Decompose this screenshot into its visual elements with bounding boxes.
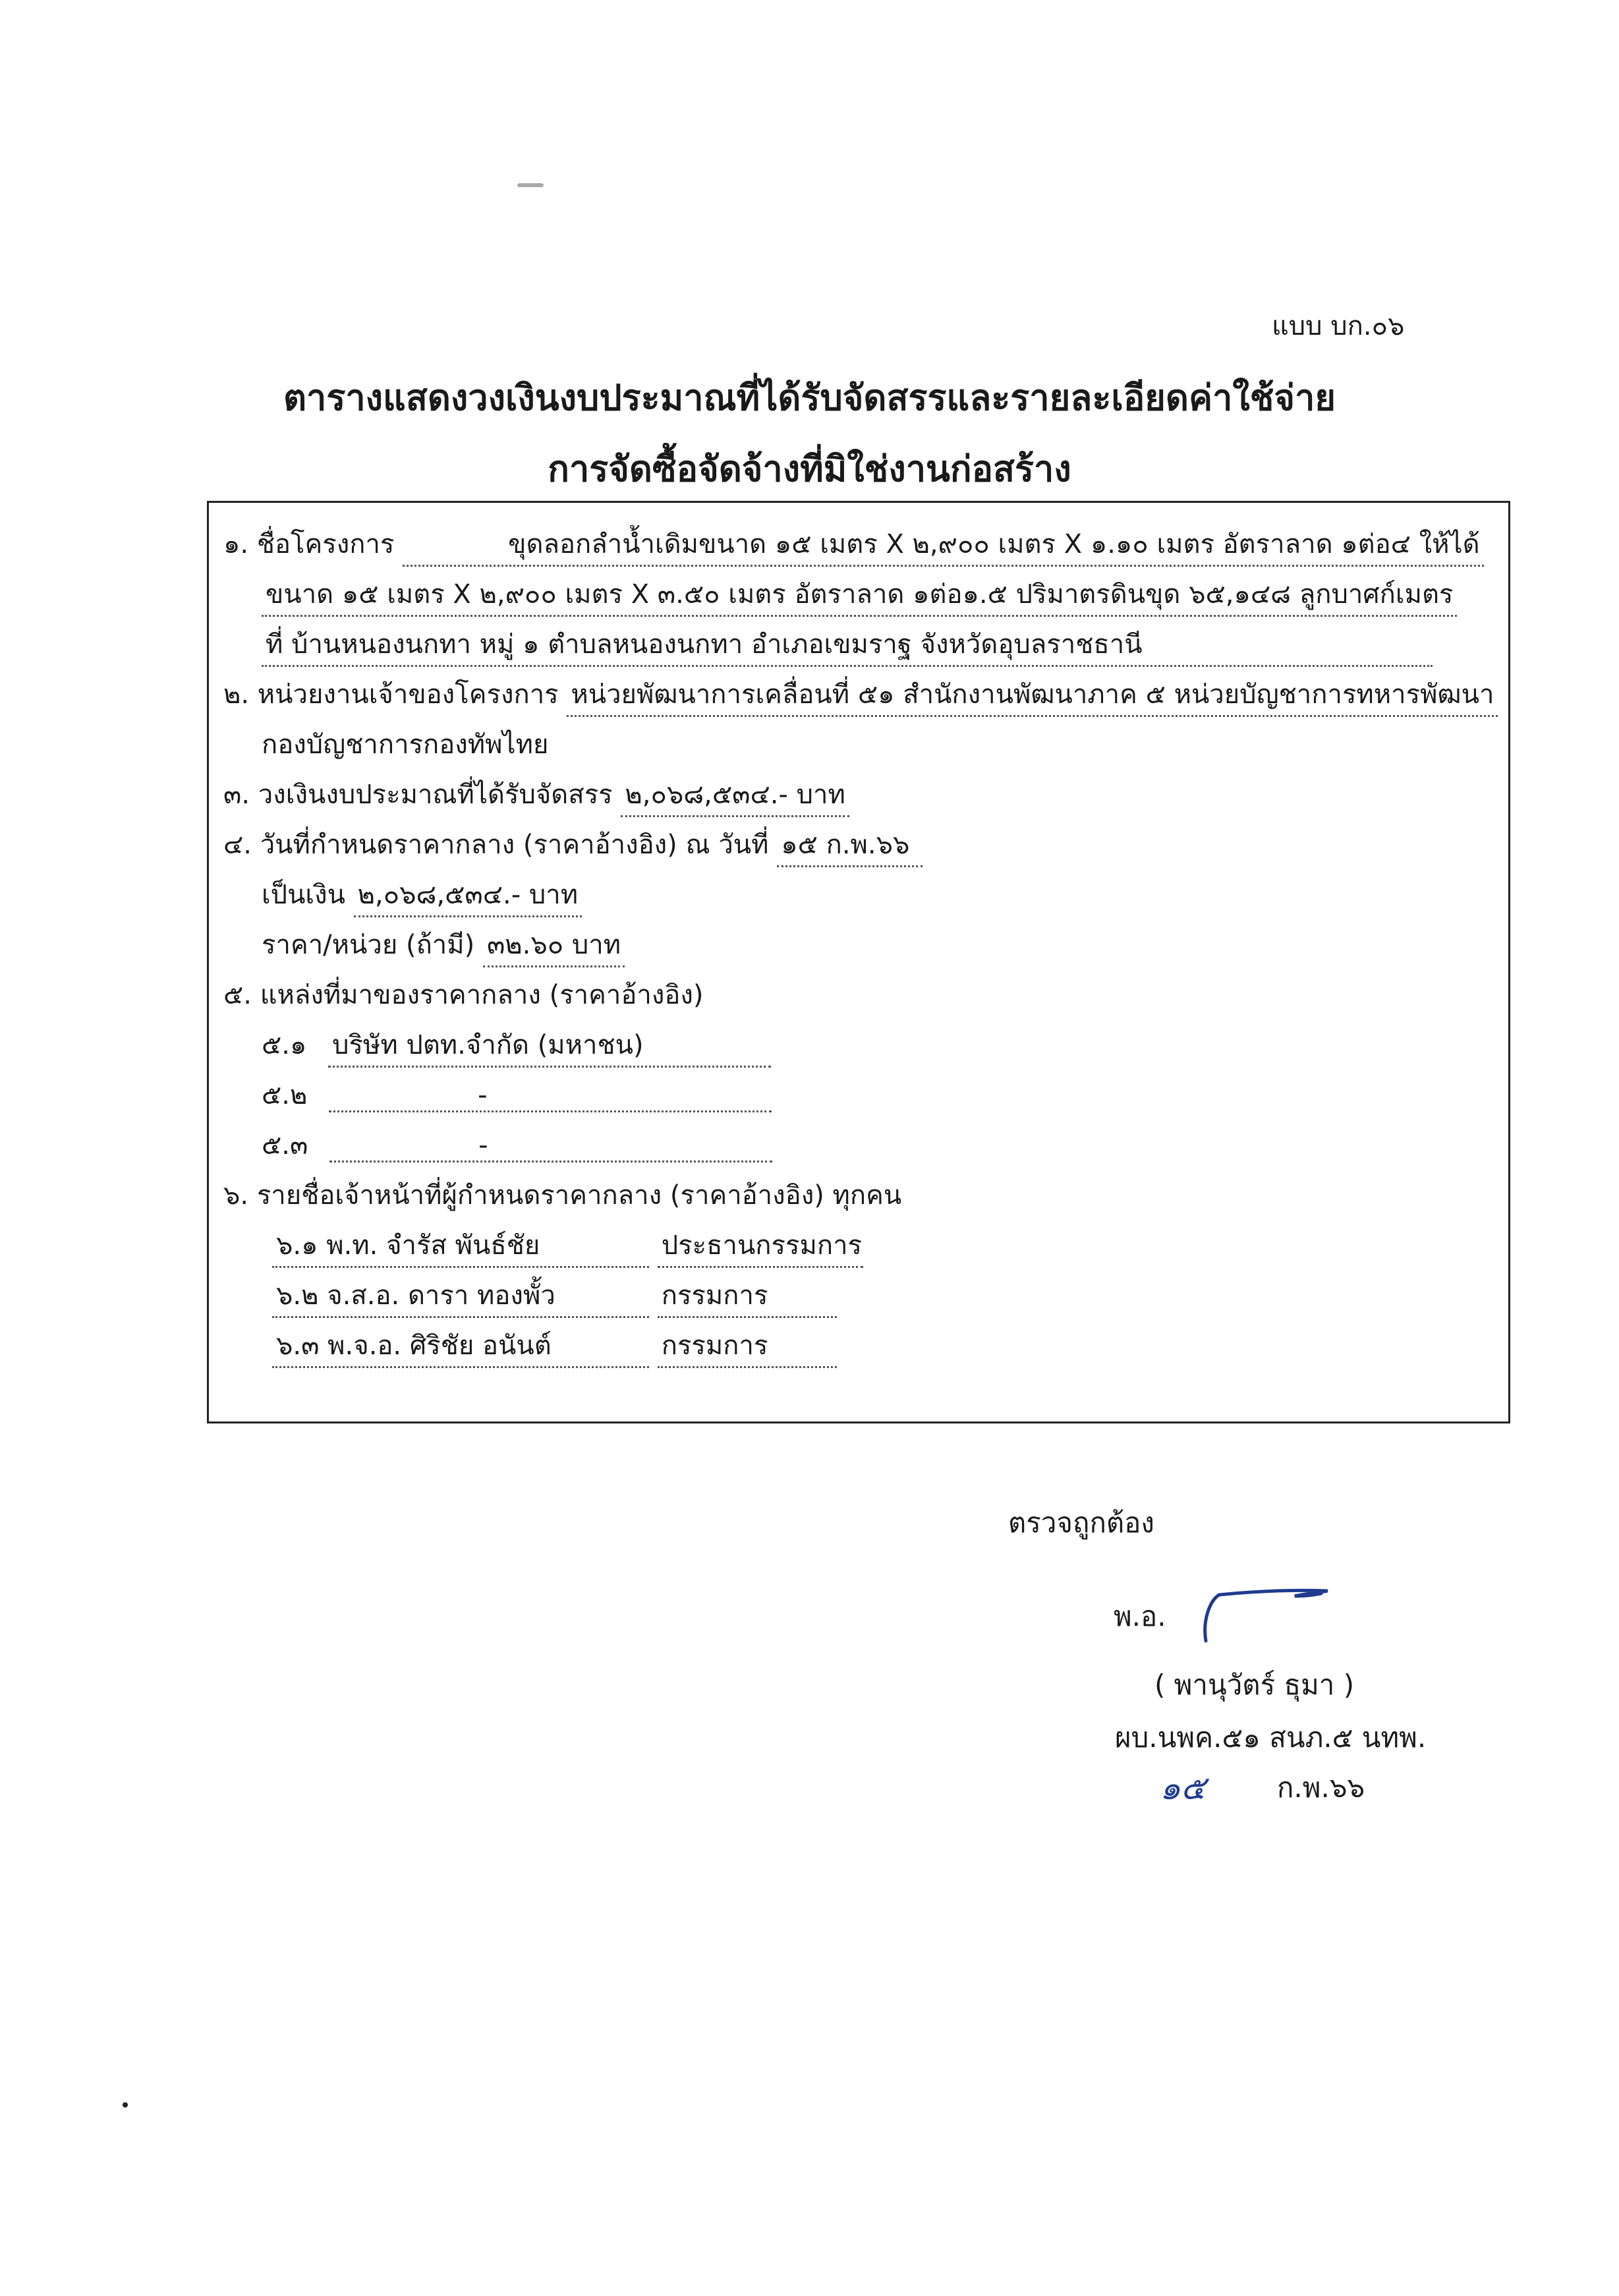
item4-unit-label: ราคา/หน่วย (ถ้ามี)	[262, 930, 475, 960]
item3-row	[223, 773, 849, 817]
sign-date-month: ก.พ.๖๖	[1277, 1771, 1365, 1804]
page-title: ตารางแสดงวงเงินงบประมาณที่ได้รับจัดสรรและรายละเอียดค่าใช้จ่าย	[283, 377, 1336, 418]
item1-line3: ที่ บ้านหนองนกทา หมู่ ๑ ตำบลหนองนกทา อำเภอเขมราฐ จังหวัดอุบลราชธานี	[262, 623, 1433, 667]
source-row	[262, 1074, 772, 1116]
item4-row	[223, 823, 923, 867]
scan-speck	[517, 183, 544, 187]
source-row	[262, 1124, 772, 1166]
item2-label: ๒. หน่วยงานเจ้าของโครงการ	[223, 679, 559, 710]
member-role: ประธานกรรมการ	[658, 1224, 863, 1268]
source-value: -	[329, 1130, 772, 1162]
form-code: แบบ บก.๐๖	[1272, 311, 1405, 341]
signer-rank: พ.อ.	[1114, 1600, 1166, 1632]
item2-row	[223, 673, 1498, 717]
item4-date: ๑๕ ก.พ.๖๖	[777, 823, 923, 867]
source-value: บริษัท ปตท.จำกัด (มหาชน)	[328, 1023, 771, 1068]
member-row	[272, 1274, 837, 1318]
source-no: ๕.๓	[262, 1130, 308, 1161]
scan-dot	[123, 2102, 128, 2108]
item5-label: ๕. แหล่งที่มาของราคากลาง (ราคาอ้างอิง)	[223, 980, 704, 1010]
page-subtitle: การจัดซื้อจัดจ้างที่มิใช่งานก่อสร้าง	[548, 448, 1071, 490]
sign-date-day: ๑๕	[1160, 1769, 1206, 1807]
item1-line2: ขนาด ๑๕ เมตร X ๒,๙๐๐ เมตร X ๓.๕๐ เมตร อัตราลาด ๑ต่อ๑.๕ ปริมาตรดินขุด ๖๕,๑๔๘ ลูกบาศก์เมตร	[262, 573, 1457, 617]
member-row	[272, 1224, 863, 1268]
item3-value: ๒,๐๖๘,๕๓๔.- บาท	[621, 773, 849, 817]
signer-name: ( พานุวัตร์ ธุมา )	[1154, 1669, 1355, 1701]
item2-line1: หน่วยพัฒนาการเคลื่อนที่ ๕๑ สำนักงานพัฒนาภาค ๕ หน่วยบัญชาการทหารพัฒนา	[567, 673, 1498, 717]
item4-unit-price: ๓๒.๖๐ บาท	[483, 923, 625, 967]
item2-line2: กองบัญชาการกองทัพไทย	[262, 730, 549, 760]
source-no: ๕.๑	[262, 1030, 307, 1060]
item1-label: ๑. ชื่อโครงการ	[223, 529, 395, 560]
source-no: ๕.๒	[262, 1080, 308, 1110]
member-name: ๖.๑ พ.ท. จำรัส พันธ์ชัย	[272, 1224, 649, 1268]
item4-amount: ๒,๐๖๘,๕๓๔.- บาท	[354, 873, 582, 917]
signer-position: ผบ.นพค.๕๑ สนภ.๕ นทพ.	[1115, 1721, 1427, 1754]
member-role: กรรมการ	[658, 1274, 837, 1318]
item1-row	[223, 523, 1484, 567]
member-name: ๖.๒ จ.ส.อ. ดารา ทองพั้ว	[272, 1274, 649, 1318]
source-value: -	[329, 1080, 772, 1112]
item6-label: ๖. รายชื่อเจ้าหน้าที่ผู้กำหนดราคากลาง (ราคาอ้างอิง) ทุกคน	[223, 1180, 902, 1211]
signature-image	[1179, 1575, 1338, 1648]
details-box	[207, 501, 1510, 1423]
member-name: ๖.๓ พ.จ.อ. ศิริชัย อนันต์	[272, 1324, 649, 1368]
item1-line1: ขุดลอกลำน้ำเดิมขนาด ๑๕ เมตร X ๒,๙๐๐ เมตร X ๑.๑๐ เมตร อัตราลาด ๑ต่อ๔ ให้ได้	[403, 523, 1484, 567]
verified-label: ตรวจถูกต้อง	[1008, 1507, 1154, 1539]
member-role: กรรมการ	[658, 1324, 837, 1368]
member-row	[272, 1324, 837, 1368]
source-row	[262, 1023, 771, 1068]
item4-amount-label: เป็นเงิน	[262, 880, 345, 910]
item4-label: ๔. วันที่กำหนดราคากลาง (ราคาอ้างอิง) ณ วันที่	[223, 830, 769, 860]
item3-label: ๓. วงเงินงบประมาณที่ได้รับจัดสรร	[223, 780, 613, 810]
